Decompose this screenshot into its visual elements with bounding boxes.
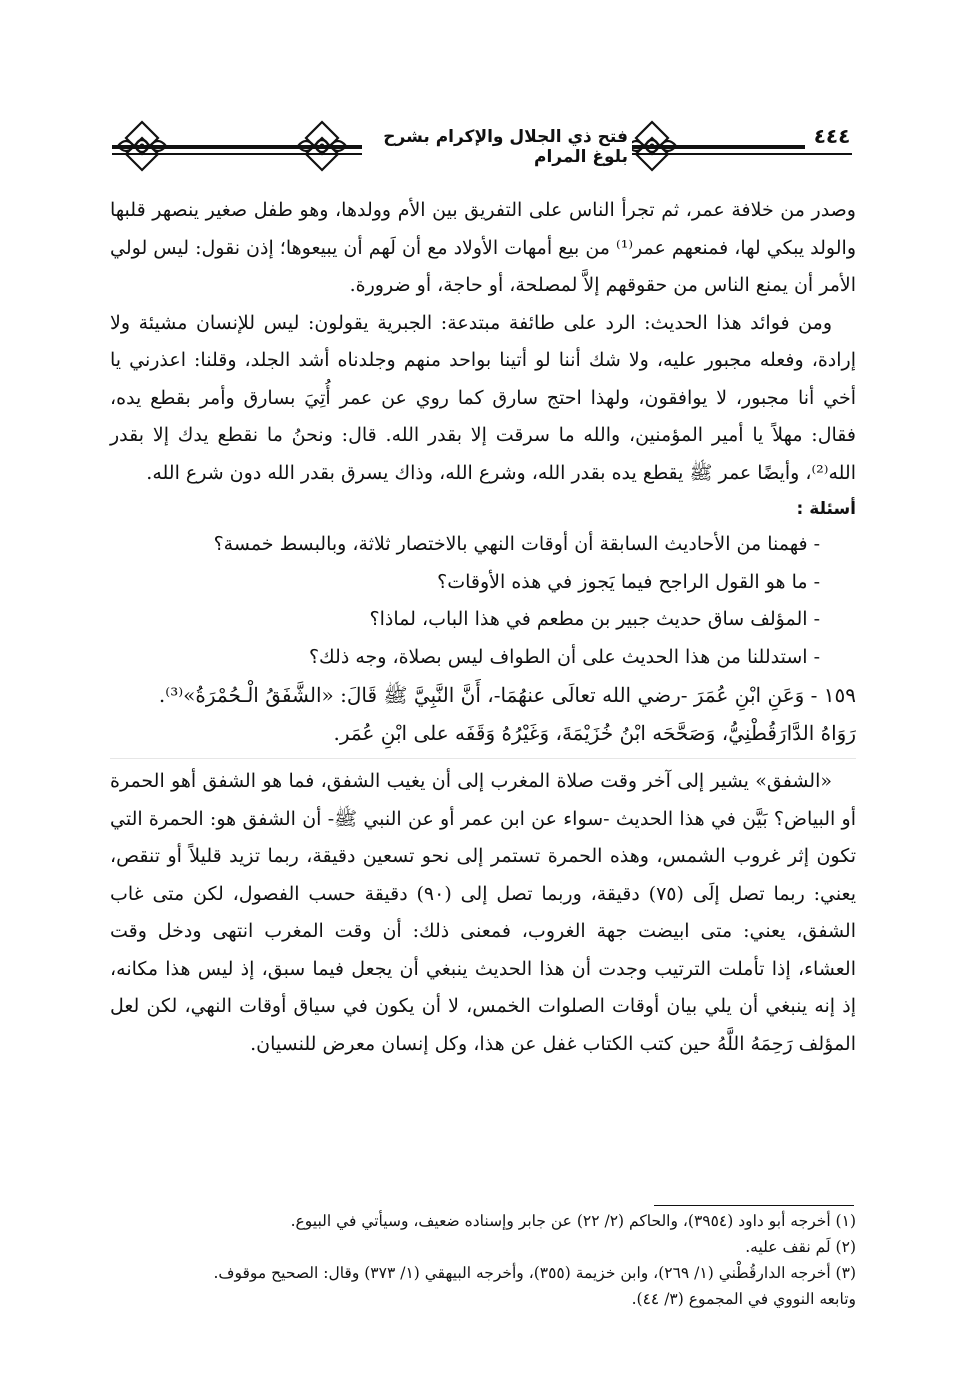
footnote-3: (٣) أخرجه الدارقُطْني (١/ ٢٦٩)، وابن خزيمة (٣٥٥)، وأخرجه البيهقي (١/ ٣٧٣) وقال: الصحيح موقوف.	[213, 1264, 856, 1282]
header-title-box	[362, 124, 632, 170]
question-item: - استدللنا من هذا الحديث على أن الطواف ليس بصلاة، وجه ذلك؟	[308, 645, 820, 668]
question-item: - ما هو القول الراجح فيما يَجوز في هذه الأوقات؟	[437, 570, 820, 593]
hadith-source: رَوَاهُ الدَّارَقُطْنِيُّ، وَصَحَّحَه ابْنُ خُزَيْمَةَ، وَغَيْرُهُ وَقَفَه على ابْنِ عُمَر.	[333, 721, 856, 745]
footnote-2: (٢) لَم نقف عليه.	[745, 1238, 856, 1256]
page-number: ٤٤٤	[805, 124, 859, 150]
questions-heading: أسئلة :	[796, 499, 856, 519]
book-title: فتح ذي الجلال والإكرام بشرح بلوغ المرام	[383, 127, 628, 167]
running-header	[112, 112, 852, 180]
footnotes	[110, 1208, 856, 1312]
question-item: - فهمنا من الأحاديث السابقة أن أوقات النهي بالاختصار ثلاثة، وبالبسط خمسة؟	[213, 533, 820, 555]
paragraph-2: ومن فوائد هذا الحديث: الرد على طائفة مبتدعة: الجبرية يقولون: ليس للإنسان مشيئة ولا إرادة، وفعله مجبور عليه، ولا شك أننا لو أتينا بواحد منهم وجلدناه أشد الجلد، وقلنا: اعذرني يا أخي أنا مجبور، لا يوافقون، ولهذا احتج سارق كما روي عن عمر أُتِيَ بسارق وأمر بقطع يده، فقال: مهلاً يا أمير المؤمنين، والله ما سرقت إلا بقدر الله. قال: ونحنُ ما نقطع يدك إلا بقدر الله⁽²⁾، وأيضًا عمر ﷺ يقطع يده بقدر الله، وشرع الله، وذاك يسرق بقدر الله دون شرع الله.	[110, 311, 856, 484]
footnote-1: (١) أخرجه أبو داود (٣٩٥٤)، والحاكم (٢/ ٢٢) عن جابر وإسناده ضعيف، وسيأتي في البيوع.	[290, 1212, 856, 1230]
footnote-separator	[654, 1205, 854, 1206]
main-text	[110, 192, 856, 1063]
hadith-block	[110, 676, 856, 759]
ornament-center-icon	[292, 118, 352, 174]
ornament-left-icon	[112, 118, 172, 174]
hadith-text: ١٥٩ - وَعَنِ ابْنِ عُمَرَ -رضي الله تعالَى عنهُمَا-، أَنَّ النَّبِيَّ ﷺ قَالَ: «الشَّفَقُ الْـحُمْرَةُ»⁽³⁾.	[158, 683, 856, 707]
paragraph-3: «الشفق» يشير إلى آخر وقت صلاة المغرب إلى أن يغيب الشفق، فما هو الشفق أهو الحمرة أو البياض؟ بَيَّن في هذا الحديث -سواء عن ابن عمر أو عن النبي ﷺ- أن الشفق هو: الحمرة التي تكون إثر غروب الشمس، وهذه الحمرة تستمر إلى نحو تسعين دقيقة، ربما تزيد قليلاً أو تنقص، يعني: ربما تصل إلَى (٧٥) دقيقة، وربما تصل إلى (٩٠) دقيقة حسب الفصول، لكن متى غاب الشفق، يعني: متى ابيضت جهة الغروب، فمعنى ذلك: أن وقت المغرب انتهى ودخل وقت العشاء، إذا تأملت الترتيب وجدت أن هذا الحديث ينبغي أن يجعل فيما سبق، إذ ليس هذا مكانه، إذ إنه ينبغي أن يلي بيان أوقات الصلوات الخمس، لا أن يكون في سياق أوقات النهي، لكن لعل المؤلف رَحِمَهُ اللَّهُ حين كتب الكتاب غفل عن هذا، وكل إنسان معرض للنسيان.	[110, 770, 857, 1055]
footnote-3-continuation: وتابعه النووي في المجموع (٣/ ٤٤).	[631, 1290, 856, 1308]
question-item: - المؤلف ساق حديث جبير بن مطعم في هذا الباب، لماذا؟	[369, 608, 820, 630]
paragraph-1: وصدر من خلافة عمر، ثم تجرأ الناس على التفريق بين الأم وولدها، وهو طفل صغير ينصهر قلبها والولد يبكي لها، فمنعهم عمر⁽¹⁾ من بيع أمهات الأولاد مع أن لَهم أن يبيعوها؛ إذن نقول: ليس لولي الأمر أن يمنع الناس من حقوقهم إلاَّ لمصلحة، أو حاجة، أو ضرورة.	[110, 199, 856, 296]
